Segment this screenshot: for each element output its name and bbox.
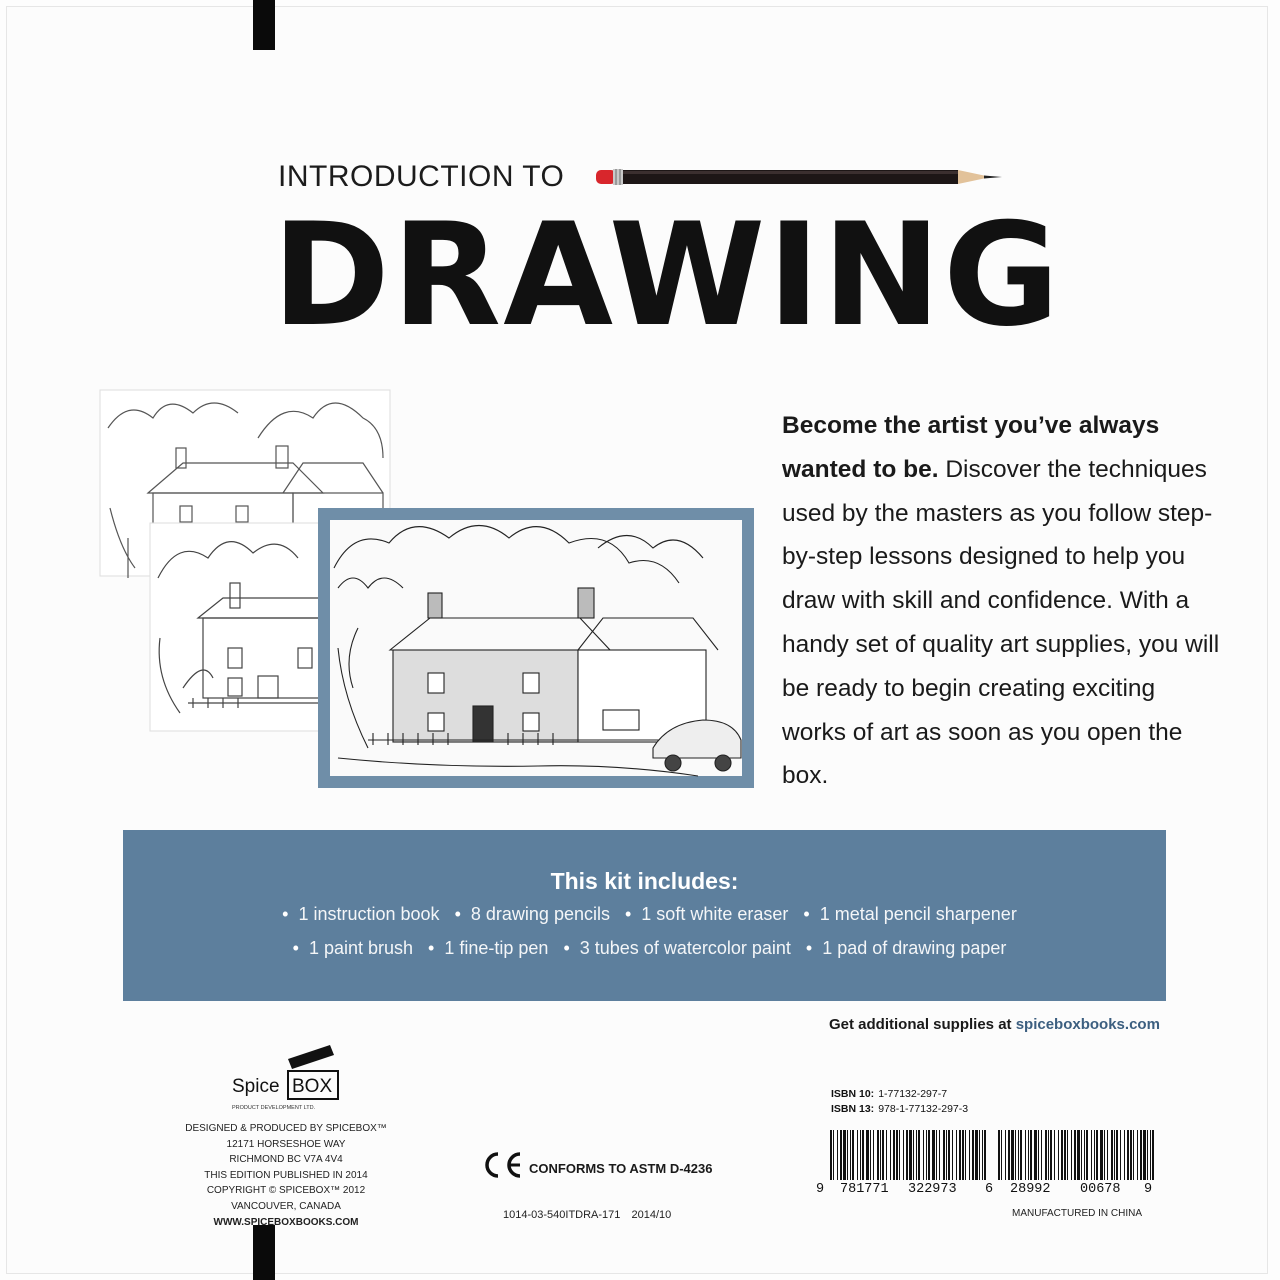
product-code: 1014-03-540ITDRA-171 (503, 1209, 621, 1221)
intro-text: INTRODUCTION TO (278, 160, 565, 193)
kit-contents-panel (123, 830, 1166, 1001)
barcode-graphic (828, 1130, 1156, 1180)
logo-spice: Spice (232, 1076, 280, 1097)
publisher-address (176, 1121, 396, 1230)
isbn13-value: 978-1-77132-297-3 (878, 1103, 969, 1115)
kit-item: 1 instruction book (298, 904, 440, 924)
kit-item: 1 pad of drawing paper (822, 938, 1007, 958)
kit-item: 1 soft white eraser (641, 904, 789, 924)
kit-item: 8 drawing pencils (470, 904, 610, 924)
house-sketch-illustrations (98, 388, 758, 793)
description-lead: Become the artist you’ve always wanted to be. (782, 412, 1160, 483)
address-line: VANCOUVER, CANADA (231, 1200, 341, 1212)
elastic-strap-bottom (253, 1225, 275, 1280)
kit-item: 1 paint brush (308, 938, 414, 958)
astm-conformance: CONFORMS TO ASTM D-4236 (529, 1161, 713, 1176)
kit-item: 3 tubes of watercolor paint (579, 938, 791, 958)
intro-heading (278, 158, 1008, 198)
barcode-digit: 6 (985, 1182, 994, 1197)
product-description (782, 404, 1222, 798)
ce-mark-icon (482, 1150, 528, 1180)
publisher-website[interactable]: WWW.SPICEBOXBOOKS.COM (213, 1216, 359, 1228)
supplies-prefix: Get additional supplies at (829, 1016, 1012, 1033)
barcode-digit: 9 (816, 1182, 825, 1197)
kit-row-1 (123, 904, 1166, 925)
address-line: 12171 HORSESHOE WAY (226, 1138, 346, 1150)
address-line: THIS EDITION PUBLISHED IN 2014 (204, 1169, 368, 1181)
manufactured-in: MANUFACTURED IN CHINA (1012, 1208, 1143, 1219)
cover-title: DRAWING (272, 193, 1062, 358)
bullet: • (563, 938, 570, 958)
pencil-icon (596, 166, 1002, 188)
isbn10-value: 1-77132-297-7 (878, 1088, 948, 1100)
kit-row-2 (123, 938, 1166, 959)
bullet: • (805, 938, 813, 958)
spicebox-logo (230, 1045, 350, 1115)
address-line: RICHMOND BC V7A 4V4 (229, 1154, 343, 1166)
supplies-note (829, 1016, 1160, 1033)
isbn-block (831, 1087, 968, 1117)
logo-box: BOX (292, 1076, 333, 1097)
address-line: COPYRIGHT © SPICEBOX™ 2012 (206, 1185, 366, 1197)
barcode-digit: 9 (1144, 1182, 1153, 1197)
logo-sub: PRODUCT DEVELOPMENT LTD. (232, 1105, 316, 1111)
kit-item: 1 metal pencil sharpener (819, 904, 1017, 924)
bullet: • (292, 938, 299, 958)
description-body: Discover the techniques used by the masters as you follow step-by-step lessons designed to help you draw with skill and confidence. With a handy set of quality art supplies, you will be ready to begin creating exciting works of art as soon as you open the box. (782, 455, 1220, 790)
bullet: • (282, 904, 289, 924)
isbn10-label: ISBN 10: (831, 1088, 875, 1100)
barcode-digit: 00678 (1080, 1182, 1121, 1197)
bullet: • (803, 904, 810, 924)
barcode-digit: 322973 (908, 1182, 957, 1197)
barcode-digit: 781771 (840, 1182, 889, 1197)
print-date: 2014/10 (631, 1209, 672, 1221)
kit-title: This kit includes: (550, 868, 739, 894)
barcode-digit: 28992 (1010, 1182, 1051, 1197)
address-line: DESIGNED & PRODUCED BY SPICEBOX™ (185, 1123, 387, 1134)
bullet: • (624, 904, 632, 924)
bullet: • (454, 904, 461, 924)
bullet: • (428, 938, 435, 958)
product-codes (503, 1209, 671, 1221)
isbn13-label: ISBN 13: (831, 1103, 875, 1115)
elastic-strap-top (253, 0, 275, 50)
supplies-link[interactable]: spiceboxbooks.com (1015, 1016, 1160, 1033)
kit-item: 1 fine-tip pen (444, 938, 549, 958)
